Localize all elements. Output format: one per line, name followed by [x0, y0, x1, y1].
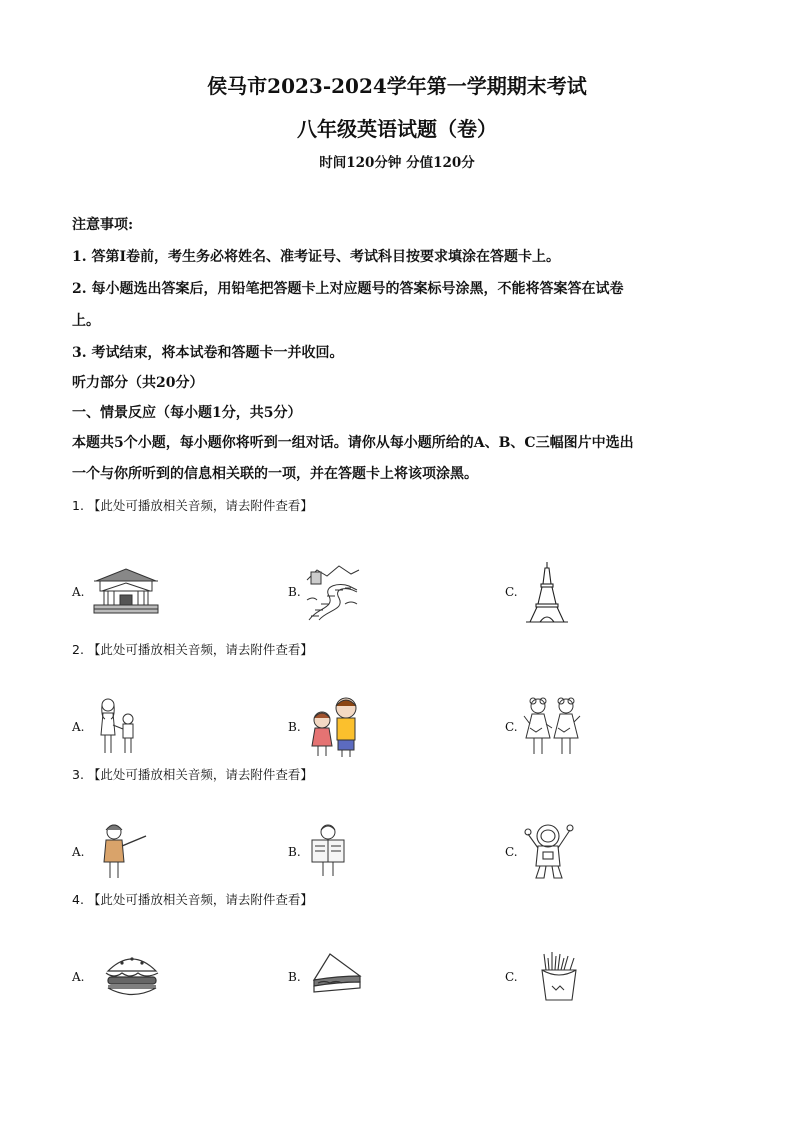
great-wall-image[interactable] [305, 560, 361, 622]
q3-option-a-label: A. [72, 845, 85, 859]
section-instructions-line-1: 本题共5个小题，每小题你将听到一组对话。请你从每小题所给的A、B、C三幅图片中选出 [72, 435, 634, 451]
q3-option-b-label: B. [288, 845, 301, 859]
q1-option-c-label: C. [505, 585, 518, 599]
forbidden-city-image[interactable] [92, 563, 160, 615]
exam-subtitle: 八年级英语试题（卷） [297, 117, 497, 141]
q1-option-b-label: B. [288, 585, 301, 599]
question-4-label: 4. 【此处可播放相关音频，请去附件查看】 [72, 892, 313, 907]
eiffel-tower-image[interactable] [524, 560, 570, 624]
section-heading: 一、情景反应（每小题1分，共5分） [72, 405, 302, 421]
two-girls-image[interactable] [522, 694, 582, 758]
q4-option-a-label: A. [72, 970, 85, 984]
q2-option-c-label: C. [505, 720, 518, 734]
mother-and-child-image[interactable] [95, 695, 141, 757]
sandwich-image[interactable] [310, 950, 364, 994]
part-heading: 听力部分（共20分） [72, 375, 204, 391]
two-kids-image[interactable] [306, 694, 364, 758]
q2-option-a-label: A. [72, 720, 85, 734]
notes-heading: 注意事项: [72, 217, 134, 233]
astronaut-image[interactable] [522, 820, 576, 882]
teacher-image[interactable] [100, 822, 150, 880]
q4-option-b-label: B. [288, 970, 301, 984]
reader-with-newspaper-image[interactable] [308, 822, 348, 878]
q1-option-a-label: A. [72, 585, 85, 599]
section-instructions-line-2: 一个与你所听到的信息相关联的一项，并在答题卡上将该项涂黑。 [72, 466, 478, 482]
exam-time-score: 时间120分钟 分值120分 [319, 155, 475, 171]
note-item-2-continued: 上。 [72, 313, 100, 329]
question-1-label: 1. 【此处可播放相关音频，请去附件查看】 [72, 498, 313, 513]
hamburger-image[interactable] [104, 951, 160, 999]
note-item-2: 2. 每小题选出答案后，用铅笔把答题卡上对应题号的答案标号涂黑，不能将答案答在试卷 [72, 281, 624, 297]
question-3-label: 3. 【此处可播放相关音频，请去附件查看】 [72, 767, 313, 782]
exam-title: 侯马市2023-2024学年第一学期期末考试 [207, 74, 587, 98]
q2-option-b-label: B. [288, 720, 301, 734]
note-item-3: 3. 考试结束，将本试卷和答题卡一并收回。 [72, 345, 344, 361]
q3-option-c-label: C. [505, 845, 518, 859]
question-2-label: 2. 【此处可播放相关音频，请去附件查看】 [72, 642, 313, 657]
french-fries-image[interactable] [538, 950, 580, 1002]
note-item-1: 1. 答第Ⅰ卷前，考生务必将姓名、准考证号、考试科目按要求填涂在答题卡上。 [72, 249, 561, 265]
q4-option-c-label: C. [505, 970, 518, 984]
